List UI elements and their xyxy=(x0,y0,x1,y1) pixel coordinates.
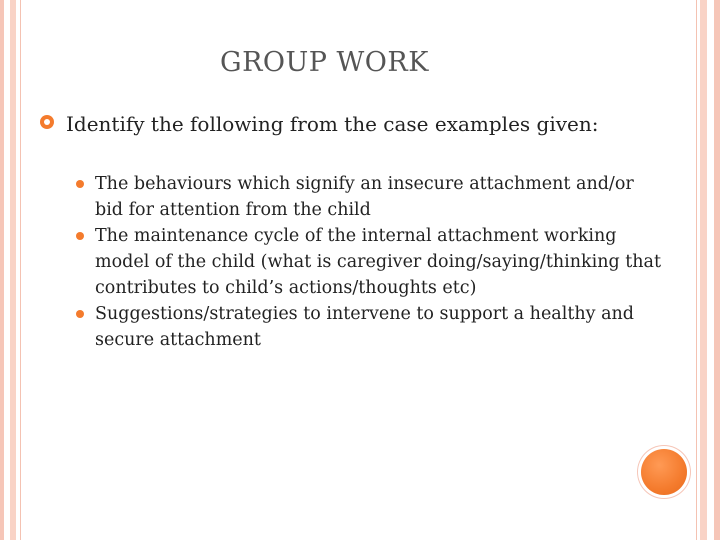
main-bullet-text: Identify the following from the case examples given: xyxy=(66,112,599,136)
decorative-orange-circle xyxy=(641,449,687,495)
right-frame-bar xyxy=(714,0,720,540)
sub-bullet-text: The behaviours which signify an insecure attachment and/or bid for attention from the child xyxy=(95,174,634,220)
bullet-marker-icon xyxy=(40,115,54,129)
sub-bullet-text: The maintenance cycle of the internal attachment working model of the child (what is caregiver doing/saying/thinking that contributes to child’s actions/thoughts etc) xyxy=(95,226,661,298)
slide-title: GROUP WORK xyxy=(220,47,429,78)
bullet-dot-icon xyxy=(76,232,84,240)
sub-bullet-list xyxy=(76,171,666,353)
sub-bullet-item xyxy=(76,301,666,353)
sub-bullet-text: Suggestions/strategies to intervene to support a healthy and secure attachment xyxy=(95,304,634,350)
sub-bullet-item xyxy=(76,223,666,301)
bullet-dot-icon xyxy=(76,180,84,188)
left-frame-line xyxy=(20,0,21,540)
bullet-dot-icon xyxy=(76,310,84,318)
left-frame-bar xyxy=(0,0,4,540)
sub-bullet-item xyxy=(76,171,666,223)
right-frame-line xyxy=(696,0,697,540)
left-frame-inner-bar xyxy=(10,0,16,540)
right-frame-inner-bar xyxy=(700,0,707,540)
